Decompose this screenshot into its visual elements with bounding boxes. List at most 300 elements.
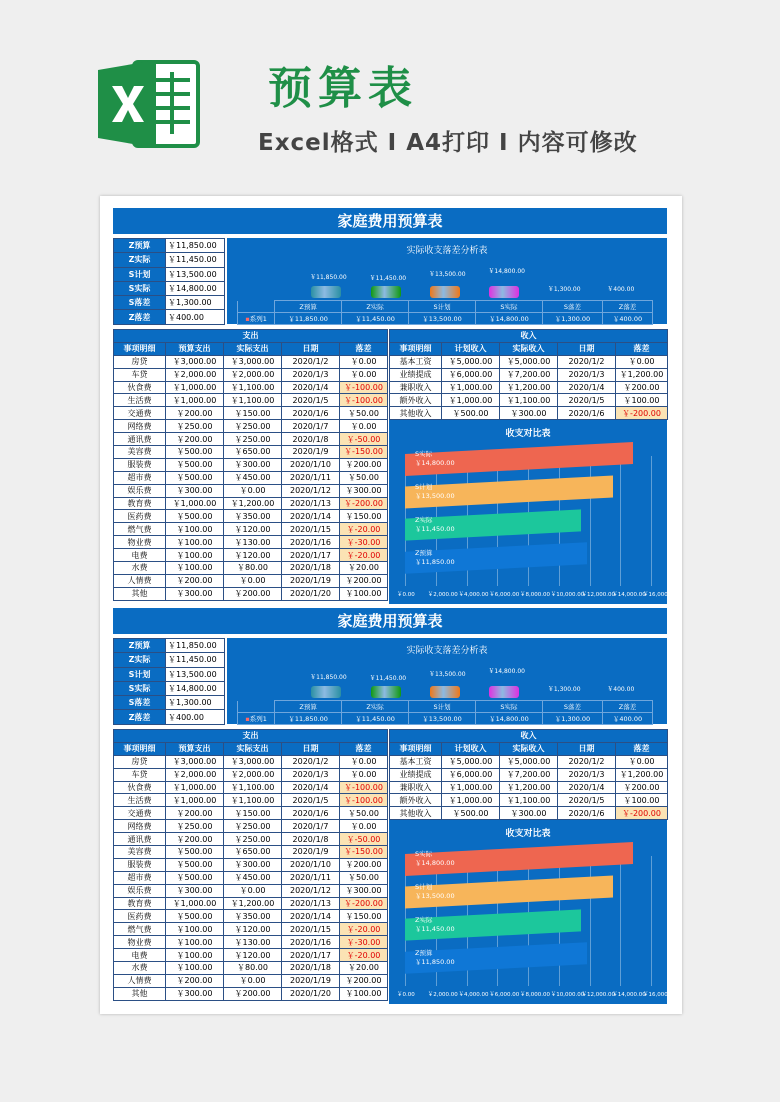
table-cell: ￥1,200.00: [500, 781, 558, 794]
table-row: [114, 368, 388, 381]
compare-bar-name: Z预算: [415, 549, 433, 557]
table-cell: 2020/1/2: [282, 355, 340, 368]
table-cell: 交通费: [114, 807, 166, 820]
table-cell: 2020/1/3: [558, 768, 616, 781]
table-cell: 2020/1/3: [282, 768, 340, 781]
expenses-section-title: 支出: [114, 730, 388, 743]
table-cell: ￥6,000.00: [442, 768, 500, 781]
table-cell: 2020/1/20: [282, 587, 340, 600]
table-cell: 2020/1/4: [558, 381, 616, 394]
table-row: [114, 381, 388, 394]
table-cell: 超市费: [114, 871, 166, 884]
x-tick-label: ￥0.00: [397, 592, 415, 598]
table-cell: 超市费: [114, 471, 166, 484]
column-header: 日期: [558, 742, 616, 755]
table-cell: 2020/1/5: [558, 794, 616, 807]
summary-row: [114, 310, 225, 324]
summary-key: Z落差: [114, 710, 166, 724]
data-table-value: ￥400.00: [603, 713, 653, 725]
data-table-corner: [238, 701, 275, 713]
table-cell: ￥120.00: [224, 523, 282, 536]
table-cell: ￥500.00: [166, 458, 224, 471]
summary-key: Z实际: [114, 653, 166, 667]
table-cell: ￥5,000.00: [500, 755, 558, 768]
table-cell: ￥1,200.00: [224, 497, 282, 510]
table-cell: 2020/1/6: [282, 807, 340, 820]
variance-bar: [371, 686, 401, 698]
table-cell: ￥2,000.00: [166, 768, 224, 781]
gridline: [620, 856, 621, 986]
table-cell: ￥100.00: [166, 562, 224, 575]
summary-key: S实际: [114, 281, 166, 295]
variance-chart: [227, 238, 667, 324]
income-title-row: [390, 330, 668, 343]
table-cell: ￥300.00: [340, 484, 388, 497]
table-cell: ￥500.00: [442, 807, 500, 820]
table-cell: ￥650.00: [224, 446, 282, 459]
variance-bar: [311, 286, 341, 298]
compare-chart-title: 收支对比表: [505, 829, 551, 839]
table-cell: 电费: [114, 549, 166, 562]
table-cell: ￥300.00: [340, 884, 388, 897]
table-cell: 物业费: [114, 936, 166, 949]
summary-row: [114, 239, 225, 253]
sheet-title: 家庭费用预算表: [113, 208, 667, 234]
data-table-category: S落差: [542, 301, 602, 313]
variance-data-label: ￥14,800.00: [488, 668, 525, 676]
compare-bar-name: S计划: [415, 483, 433, 491]
table-cell: ￥-20.00: [340, 949, 388, 962]
table-cell: ￥1,100.00: [224, 394, 282, 407]
table-cell: ￥250.00: [224, 833, 282, 846]
table-cell: ￥-20.00: [340, 923, 388, 936]
summary-key: S落差: [114, 296, 166, 310]
table-cell: ￥-150.00: [340, 846, 388, 859]
summary-value: ￥1,300.00: [166, 696, 225, 710]
table-cell: ￥1,000.00: [442, 394, 500, 407]
table-cell: 2020/1/13: [282, 497, 340, 510]
summary-row: [114, 681, 225, 695]
table-cell: ￥-200.00: [340, 897, 388, 910]
compare-bar-value: ￥13,500.00: [415, 492, 455, 500]
table-row: [114, 510, 388, 523]
table-row: [114, 536, 388, 549]
summary-row: [114, 253, 225, 267]
column-header: 落差: [340, 342, 388, 355]
table-row: [390, 807, 668, 820]
table-cell: ￥200.00: [616, 781, 668, 794]
table-cell: 2020/1/10: [282, 858, 340, 871]
table-cell: ￥1,200.00: [616, 368, 668, 381]
expenses-header-row: [114, 742, 388, 755]
table-cell: 2020/1/13: [282, 897, 340, 910]
table-cell: 网络费: [114, 820, 166, 833]
compare-bar-name: Z预算: [415, 949, 433, 957]
table-cell: 2020/1/12: [282, 484, 340, 497]
legend-swatch-icon: ▪: [245, 315, 250, 323]
table-row: [114, 446, 388, 459]
table-cell: ￥300.00: [166, 987, 224, 1000]
page-title: 预算表: [268, 63, 418, 114]
table-cell: 伙食费: [114, 381, 166, 394]
table-cell: ￥100.00: [166, 536, 224, 549]
table-cell: ￥1,000.00: [166, 794, 224, 807]
table-cell: 燃气费: [114, 923, 166, 936]
table-cell: ￥1,000.00: [166, 497, 224, 510]
table-row: [114, 949, 388, 962]
table-cell: 2020/1/7: [282, 420, 340, 433]
compare-chart-title: 收支对比表: [505, 429, 551, 439]
table-cell: 车贷: [114, 368, 166, 381]
table-cell: ￥300.00: [166, 587, 224, 600]
data-table-value: ￥11,450.00: [342, 713, 409, 725]
data-table-header-row: [238, 701, 653, 713]
table-cell: ￥130.00: [224, 536, 282, 549]
table-cell: 2020/1/14: [282, 510, 340, 523]
table-cell: 2020/1/5: [282, 394, 340, 407]
table-cell: 2020/1/3: [558, 368, 616, 381]
table-row: [114, 833, 388, 846]
column-header: 日期: [282, 742, 340, 755]
data-table-category: Z预算: [275, 301, 342, 313]
compare-bar-value: ￥14,800.00: [415, 859, 455, 867]
table-cell: ￥200.00: [340, 458, 388, 471]
variance-data-label: ￥1,300.00: [547, 286, 581, 293]
table-cell: ￥3,000.00: [166, 755, 224, 768]
table-row: [114, 471, 388, 484]
table-cell: ￥300.00: [166, 484, 224, 497]
table-cell: ￥20.00: [340, 962, 388, 975]
expenses-table: [113, 729, 388, 1001]
data-table-category: Z预算: [275, 701, 342, 713]
table-cell: ￥200.00: [166, 574, 224, 587]
table-cell: ￥300.00: [224, 458, 282, 471]
table-row: [114, 820, 388, 833]
page-header: [0, 0, 780, 190]
summary-row: [114, 281, 225, 295]
variance-chart-title: 实际收支落差分析表: [406, 246, 488, 256]
column-header: 事项明细: [390, 742, 442, 755]
table-row: [114, 962, 388, 975]
gridline: [651, 856, 652, 986]
table-row: [114, 794, 388, 807]
table-cell: 美容费: [114, 446, 166, 459]
table-row: [114, 523, 388, 536]
table-cell: ￥500.00: [166, 910, 224, 923]
table-cell: ￥200.00: [224, 587, 282, 600]
budget-sheet-page-2: [113, 608, 677, 1004]
table-cell: 教育费: [114, 497, 166, 510]
table-cell: ￥1,100.00: [500, 794, 558, 807]
table-cell: ￥2,000.00: [224, 768, 282, 781]
summary-value: ￥14,800.00: [166, 281, 225, 295]
table-cell: ￥100.00: [166, 949, 224, 962]
table-cell: 2020/1/3: [282, 368, 340, 381]
table-cell: 2020/1/4: [282, 781, 340, 794]
compare-bar-name: S实际: [415, 450, 433, 458]
summary-key: S计划: [114, 667, 166, 681]
compare-bar-name: Z实际: [415, 516, 433, 524]
table-cell: ￥120.00: [224, 923, 282, 936]
variance-data-label: ￥400.00: [607, 686, 635, 693]
table-cell: 水费: [114, 562, 166, 575]
income-table: [389, 729, 668, 820]
table-cell: ￥1,100.00: [224, 794, 282, 807]
legend-label: 系列1: [249, 315, 267, 323]
gridline: [620, 456, 621, 586]
table-cell: 通讯费: [114, 433, 166, 446]
table-cell: ￥0.00: [616, 755, 668, 768]
table-row: [390, 768, 668, 781]
summary-value: ￥400.00: [166, 710, 225, 724]
table-row: [114, 974, 388, 987]
table-cell: 其他收入: [390, 807, 442, 820]
table-row: [390, 781, 668, 794]
income-section-title: 收入: [390, 730, 668, 743]
table-cell: 医药费: [114, 910, 166, 923]
table-cell: ￥450.00: [224, 871, 282, 884]
table-cell: 车贷: [114, 768, 166, 781]
table-cell: ￥2,000.00: [166, 368, 224, 381]
table-cell: 娱乐费: [114, 884, 166, 897]
summary-row: [114, 667, 225, 681]
x-tick-label: ￥16,000.00: [643, 592, 677, 598]
table-cell: ￥450.00: [224, 471, 282, 484]
data-table-category: S落差: [542, 701, 602, 713]
table-cell: 2020/1/7: [282, 820, 340, 833]
table-cell: ￥100.00: [616, 794, 668, 807]
data-table-legend: [238, 313, 275, 325]
table-cell: ￥-150.00: [340, 446, 388, 459]
gridline: [590, 856, 591, 986]
worksheet-preview: [100, 196, 682, 1014]
data-table-value: ￥11,450.00: [342, 313, 409, 325]
data-table-value-row: [238, 313, 653, 325]
data-table-value: ￥11,850.00: [275, 313, 342, 325]
table-cell: ￥1,000.00: [442, 381, 500, 394]
summary-value: ￥13,500.00: [166, 667, 225, 681]
variance-bar: [489, 686, 519, 698]
table-row: [114, 781, 388, 794]
table-cell: 2020/1/5: [558, 394, 616, 407]
income-header-row: [390, 342, 668, 355]
legend-label: 系列1: [249, 715, 267, 723]
compare-bar-value: ￥14,800.00: [415, 459, 455, 467]
table-cell: ￥100.00: [166, 923, 224, 936]
table-cell: 其他收入: [390, 407, 442, 420]
x-tick-label: ￥2,000.00: [427, 992, 458, 998]
column-header: 日期: [558, 342, 616, 355]
variance-chart-title: 实际收支落差分析表: [406, 646, 488, 656]
sheet-title: 家庭费用预算表: [113, 608, 667, 634]
table-cell: 生活费: [114, 394, 166, 407]
summary-row: [114, 696, 225, 710]
table-cell: ￥-20.00: [340, 549, 388, 562]
table-cell: ￥3,000.00: [224, 755, 282, 768]
table-cell: 基本工资: [390, 755, 442, 768]
table-cell: ￥7,200.00: [500, 368, 558, 381]
table-cell: 服装费: [114, 458, 166, 471]
compare-bar-value: ￥11,450.00: [415, 925, 455, 933]
data-table-category: Z实际: [342, 701, 409, 713]
compare-bar-name: S实际: [415, 850, 433, 858]
table-cell: 2020/1/4: [558, 781, 616, 794]
data-table-category: S计划: [409, 301, 476, 313]
table-cell: 2020/1/2: [558, 355, 616, 368]
table-cell: 交通费: [114, 407, 166, 420]
compare-bar-value: ￥13,500.00: [415, 892, 455, 900]
table-cell: ￥250.00: [224, 420, 282, 433]
table-cell: 2020/1/20: [282, 987, 340, 1000]
column-header: 实际收入: [500, 342, 558, 355]
table-cell: 2020/1/10: [282, 458, 340, 471]
table-cell: 娱乐费: [114, 484, 166, 497]
data-table-value: ￥14,800.00: [475, 313, 542, 325]
table-cell: ￥350.00: [224, 910, 282, 923]
variance-data-label: ￥11,850.00: [310, 674, 347, 682]
table-cell: ￥200.00: [616, 381, 668, 394]
table-cell: ￥200.00: [166, 833, 224, 846]
column-header: 实际收入: [500, 742, 558, 755]
summary-key: Z实际: [114, 253, 166, 267]
x-tick-label: ￥14,000.00: [612, 592, 646, 598]
expenses-table: [113, 329, 388, 601]
data-table-value: ￥14,800.00: [475, 713, 542, 725]
table-cell: 教育费: [114, 897, 166, 910]
income-section-title: 收入: [390, 330, 668, 343]
summary-key: Z预算: [114, 239, 166, 253]
table-row: [114, 884, 388, 897]
variance-data-label: ￥14,800.00: [488, 268, 525, 276]
data-table-value: ￥400.00: [603, 313, 653, 325]
table-cell: ￥6,000.00: [442, 368, 500, 381]
table-cell: 额外收入: [390, 394, 442, 407]
table-cell: ￥7,200.00: [500, 768, 558, 781]
table-cell: ￥100.00: [616, 394, 668, 407]
table-cell: 2020/1/17: [282, 549, 340, 562]
compare-bar-value: ￥11,850.00: [415, 958, 455, 966]
table-cell: ￥0.00: [616, 355, 668, 368]
table-cell: 2020/1/16: [282, 536, 340, 549]
column-header: 预算支出: [166, 342, 224, 355]
table-row: [390, 394, 668, 407]
table-cell: ￥1,200.00: [500, 381, 558, 394]
budget-summary-table: [113, 638, 225, 725]
table-cell: ￥1,100.00: [500, 394, 558, 407]
table-cell: ￥0.00: [340, 355, 388, 368]
column-header: 事项明细: [390, 342, 442, 355]
summary-key: Z落差: [114, 310, 166, 324]
table-cell: ￥130.00: [224, 936, 282, 949]
table-row: [114, 897, 388, 910]
table-cell: ￥5,000.00: [500, 355, 558, 368]
table-cell: 伙食费: [114, 781, 166, 794]
summary-value: ￥11,850.00: [166, 239, 225, 253]
table-cell: ￥1,000.00: [442, 794, 500, 807]
variance-data-label: ￥13,500.00: [429, 271, 466, 278]
table-row: [114, 987, 388, 1000]
x-tick-label: ￥4,000.00: [458, 992, 489, 998]
table-cell: ￥0.00: [340, 768, 388, 781]
variance-data-label: ￥11,450.00: [369, 275, 407, 283]
table-cell: 其他: [114, 987, 166, 1000]
table-cell: ￥2,000.00: [224, 368, 282, 381]
data-table-category: S实际: [475, 701, 542, 713]
column-header: 实际支出: [224, 342, 282, 355]
table-cell: ￥-100.00: [340, 794, 388, 807]
summary-key: S实际: [114, 681, 166, 695]
table-cell: ￥0.00: [340, 820, 388, 833]
expenses-section-title: 支出: [114, 330, 388, 343]
data-table-corner: [238, 301, 275, 313]
summary-row: [114, 296, 225, 310]
table-row: [114, 549, 388, 562]
variance-data-label: ￥13,500.00: [429, 671, 466, 678]
column-header: 日期: [282, 342, 340, 355]
table-row: [114, 458, 388, 471]
table-cell: 2020/1/18: [282, 562, 340, 575]
table-row: [114, 936, 388, 949]
table-cell: 房贷: [114, 755, 166, 768]
table-cell: 2020/1/15: [282, 923, 340, 936]
gridline: [651, 456, 652, 586]
table-cell: ￥1,000.00: [166, 381, 224, 394]
table-cell: 2020/1/8: [282, 433, 340, 446]
column-header: 事项明细: [114, 742, 166, 755]
table-cell: 医药费: [114, 510, 166, 523]
data-table-value: ￥1,300.00: [542, 713, 602, 725]
table-cell: 2020/1/6: [282, 407, 340, 420]
summary-key: Z预算: [114, 639, 166, 653]
budget-summary-table: [113, 238, 225, 325]
table-cell: ￥120.00: [224, 549, 282, 562]
column-header: 事项明细: [114, 342, 166, 355]
data-table-category: Z实际: [342, 301, 409, 313]
table-cell: ￥120.00: [224, 949, 282, 962]
table-cell: ￥100.00: [340, 987, 388, 1000]
table-cell: 2020/1/19: [282, 974, 340, 987]
table-cell: ￥50.00: [340, 871, 388, 884]
variance-data-label: ￥11,450.00: [369, 675, 407, 683]
summary-value: ￥14,800.00: [166, 681, 225, 695]
data-table-category: S计划: [409, 701, 476, 713]
x-tick-label: ￥12,000.00: [581, 592, 615, 598]
x-tick-label: ￥12,000.00: [581, 992, 615, 998]
summary-row: [114, 267, 225, 281]
variance-data-label: ￥400.00: [607, 286, 635, 293]
column-header: 落差: [340, 742, 388, 755]
table-cell: 2020/1/14: [282, 910, 340, 923]
variance-data-table: [237, 700, 653, 725]
column-header: 预算支出: [166, 742, 224, 755]
table-row: [114, 768, 388, 781]
table-cell: 基本工资: [390, 355, 442, 368]
table-row: [114, 871, 388, 884]
summary-row: [114, 710, 225, 724]
table-cell: ￥50.00: [340, 807, 388, 820]
table-cell: ￥500.00: [166, 871, 224, 884]
table-cell: 2020/1/6: [558, 407, 616, 420]
table-row: [390, 381, 668, 394]
table-row: [114, 574, 388, 587]
table-cell: 生活费: [114, 794, 166, 807]
table-cell: 2020/1/2: [558, 755, 616, 768]
data-table-value: ￥13,500.00: [409, 713, 476, 725]
table-cell: ￥3,000.00: [224, 355, 282, 368]
table-row: [114, 587, 388, 600]
table-cell: 业绩提成: [390, 368, 442, 381]
variance-data-label: ￥11,850.00: [310, 274, 347, 282]
